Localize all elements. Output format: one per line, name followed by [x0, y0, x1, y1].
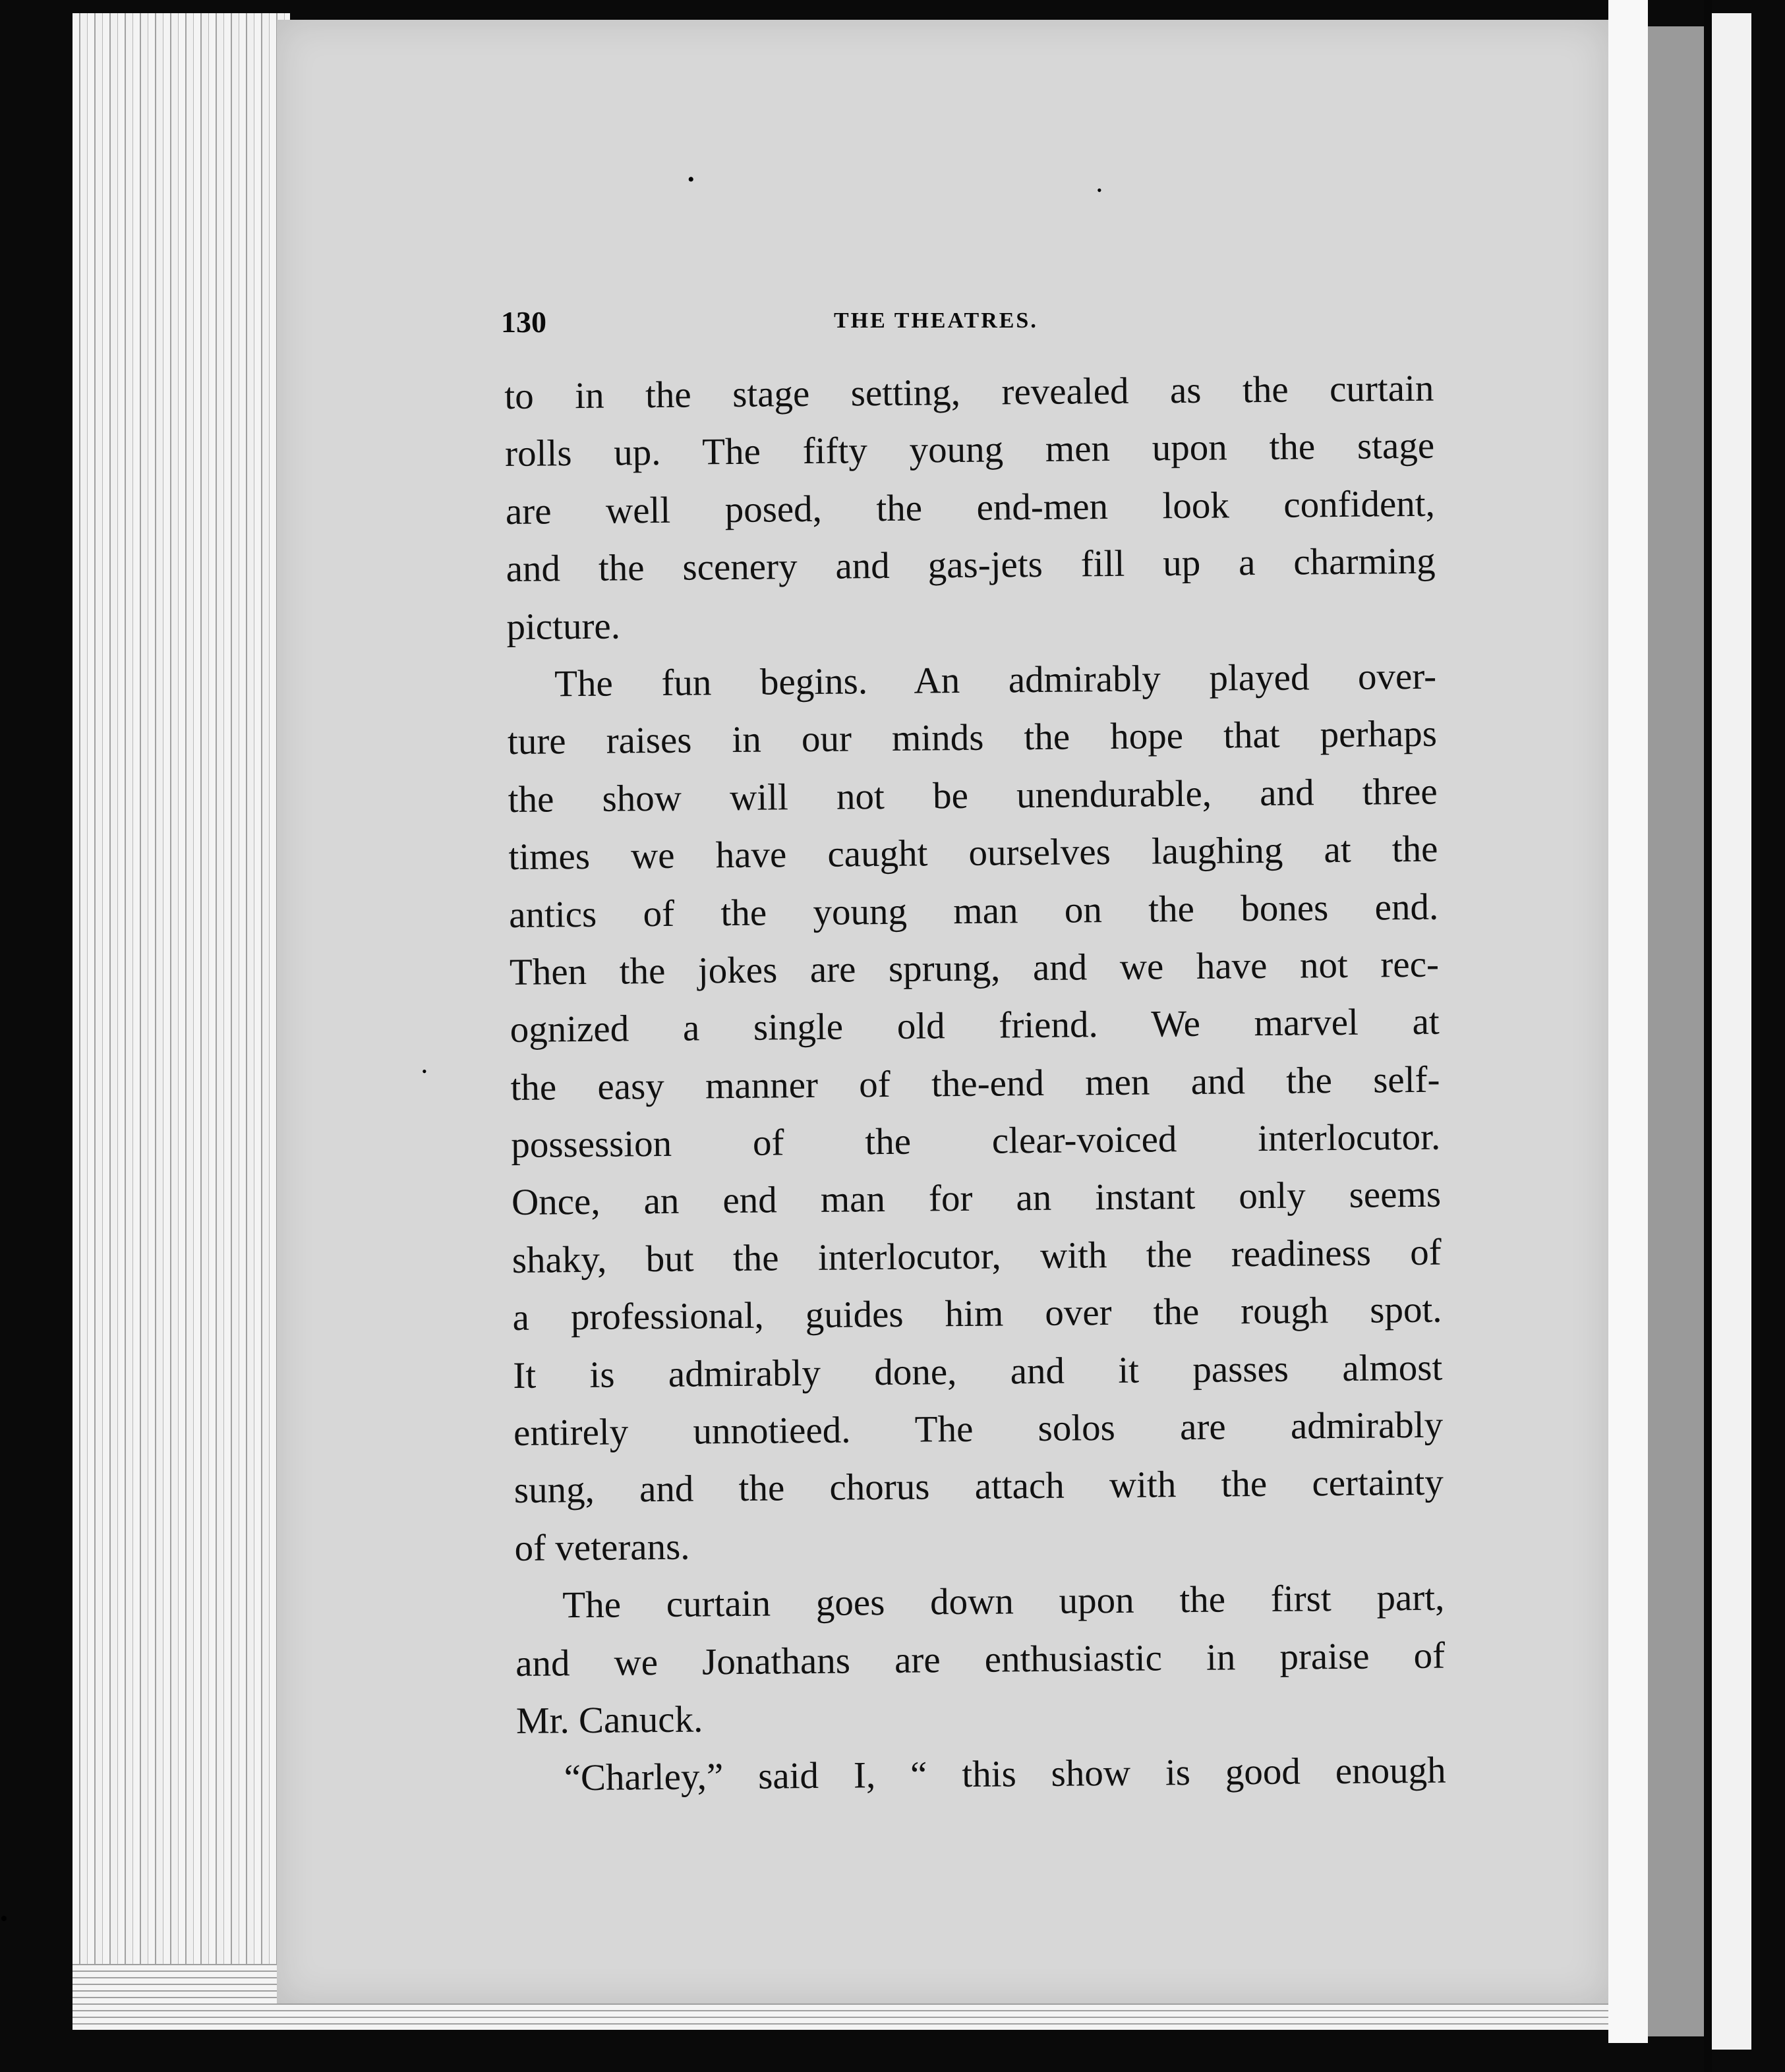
text-line: Once, an end man for an instant only seems: [511, 1174, 1442, 1224]
text-line: a professional, guides him over the rough spot.: [512, 1288, 1442, 1339]
text-line: the show will not be unendurable, and three: [508, 770, 1438, 820]
text-line: The curtain goes down upon the first part,: [562, 1576, 1445, 1626]
scan-speck: •: [422, 1063, 427, 1079]
page-number: 130: [501, 305, 546, 339]
text-line: are well posed, the end-men look confident,: [505, 482, 1436, 532]
text-line: ture raises in our minds the hope that perhaps: [507, 713, 1438, 763]
text-line: picture.: [506, 605, 621, 648]
text-line: shaky, but the interlocutor, with the readiness of: [512, 1231, 1442, 1281]
text-line: ognized a single old friend. We marvel at: [510, 1000, 1440, 1051]
text-line: times we have caught ourselves laughing at the: [508, 828, 1438, 878]
text-line: rolls up. The fifty young men upon the stage: [504, 425, 1435, 475]
scan-speck: •: [0, 1907, 8, 1931]
text-line: of veterans.: [514, 1526, 690, 1569]
text-line: antics of the young man on the bones end.: [508, 886, 1439, 936]
text-line: and the scenery and gas-jets fill up a charming: [506, 540, 1436, 590]
facing-page-edge: [1712, 13, 1751, 2050]
text-line: “Charley,” said I, “ this show is good enough: [564, 1749, 1446, 1799]
text-line: entirely unnotieed. The solos are admirably: [513, 1404, 1444, 1454]
text-line: Then the jokes are sprung, and we have not rec-: [509, 943, 1440, 993]
text-line: and we Jonathans are enthusiastic in praise of: [515, 1634, 1446, 1684]
text-line: possession of the clear-voiced interlocutor.: [511, 1116, 1441, 1166]
scan-speck: •: [688, 169, 695, 190]
text-line: The fun begins. An admirably played over-: [554, 655, 1437, 705]
binding-edge-shadow: [1648, 26, 1704, 2036]
text-line: to in the stage setting, revealed as the curtain: [504, 367, 1434, 417]
scan-speck: •: [1097, 182, 1102, 198]
page-header: [501, 304, 1318, 344]
running-head: THE THEATRES.: [834, 308, 1038, 333]
body-text: [504, 360, 1446, 1808]
page-edges-stack: [73, 13, 290, 2030]
binding-gutter-line: [1704, 0, 1712, 2072]
text-line: It is admirably done, and it passes almost: [513, 1346, 1443, 1396]
binding-edge-light: [1608, 0, 1648, 2043]
text-line: sung, and the chorus attach with the certainty: [513, 1462, 1444, 1512]
text-line: the easy manner of the-end men and the self-: [510, 1058, 1440, 1108]
text-line: Mr. Canuck.: [515, 1698, 703, 1742]
